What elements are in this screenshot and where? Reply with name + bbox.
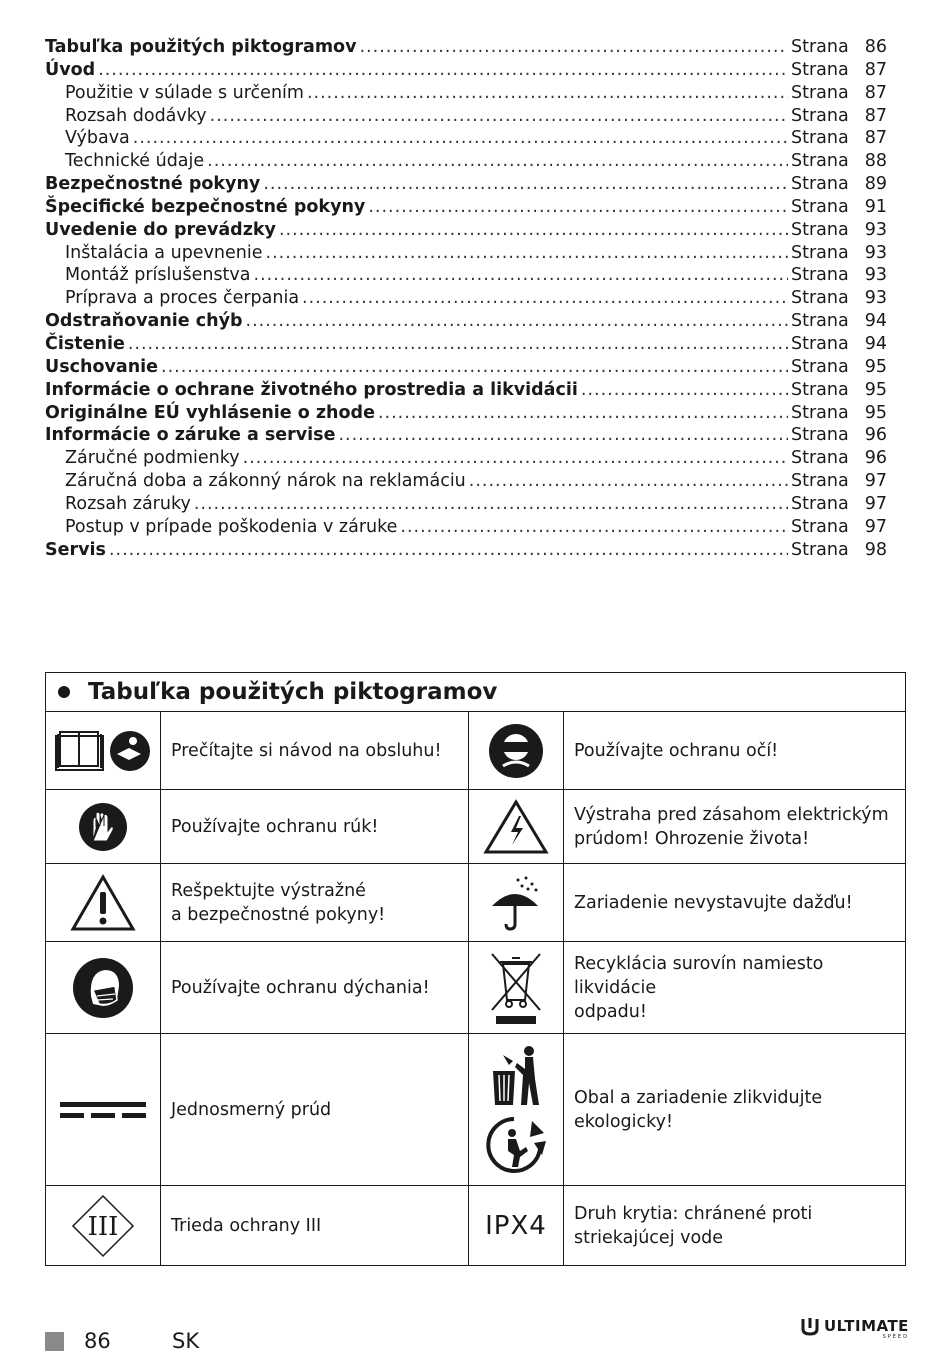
toc-title: Rozsah dodávky [65,105,207,126]
toc-page-label: Strana [791,82,849,103]
pictogram-row [46,942,905,1034]
brand-mark-icon [800,1316,820,1336]
pictogram-text: Trieda ochrany III [171,1215,322,1236]
protection-class-iii-icon [46,1186,161,1265]
toc-title: Tabuľka použitých piktogramov [45,37,357,57]
toc-entry [45,379,887,402]
toc-page-number: 87 [864,82,887,103]
toc-page-label: Strana [791,539,849,560]
toc-leader-dots [109,539,788,562]
toc-leader-dots [359,36,788,59]
direct-current-icon [46,1034,161,1185]
toc-page-number: 86 [864,37,887,57]
toc-entry [45,105,887,128]
toc-leader-dots [133,127,788,150]
toc-page-number: 93 [864,288,887,309]
toc-entry [45,173,887,196]
toc-entry [45,287,887,310]
toc-page-number: 88 [864,151,887,172]
pictogram-text: Rešpektujte výstražné a bezpečnostné pokyny! [171,880,386,925]
pictogram-text: Výstraha pred zásahom elektrickým prúdom! Ohrozenie života! [574,804,889,849]
toc-page-label: Strana [791,471,849,492]
toc-leader-dots [207,150,788,173]
toc-leader-dots [246,310,788,333]
toc-leader-dots [210,105,788,128]
toc-entry [45,539,887,562]
toc-leader-dots [243,447,788,470]
toc-page-label: Strana [791,333,849,354]
pictogram-heading-text: Tabuľka použitých piktogramov [88,679,498,705]
crossed-bin-icon [468,942,564,1033]
toc-page-number: 95 [864,356,887,377]
toc-page-label: Strana [791,356,849,377]
toc-page-label: Strana [791,105,849,126]
toc-leader-dots [161,356,788,379]
toc-page-number: 93 [864,265,887,286]
brand-subname: SPEED [882,1334,909,1340]
toc-leader-dots [279,219,788,242]
electric-shock-warning-icon [468,790,564,863]
toc-title: Špecifické bezpečnostné pokyny [45,196,366,217]
toc-page-label: Strana [791,402,849,423]
toc-page-label: Strana [791,265,849,286]
toc-page-number: 97 [864,516,887,537]
table-of-contents [45,36,887,561]
bullet-icon [58,686,70,698]
toc-page-number: 87 [864,128,887,149]
toc-leader-dots [307,82,788,105]
toc-entry [45,36,887,59]
ipx4-rating [468,1186,564,1265]
hand-protection-icon [46,790,161,863]
warning-triangle-icon [46,864,161,941]
toc-leader-dots [469,470,788,493]
toc-page-number: 91 [864,196,887,217]
manual-book-icon [46,712,161,789]
toc-page-number: 94 [864,333,887,354]
toc-entry [45,219,887,242]
toc-page-number: 87 [864,105,887,126]
pictogram-text: Obal a zariadenie zlikvidujte ekologicky! [574,1087,823,1132]
toc-title: Originálne EÚ vyhlásenie o zhode [45,402,375,423]
toc-title: Bezpečnostné pokyny [45,174,261,195]
toc-page-number: 96 [864,448,887,469]
toc-page-label: Strana [791,425,849,446]
toc-entry [45,493,887,516]
toc-page-number: 98 [864,539,887,560]
toc-leader-dots [194,493,788,516]
pictogram-text: Zariadenie nevystavujte dažďu! [574,892,853,913]
toc-entry [45,82,887,105]
toc-title: Technické údaje [65,151,205,172]
toc-page-number: 95 [864,402,887,423]
toc-page-label: Strana [791,448,849,469]
toc-entry [45,516,887,539]
pictogram-text: Používajte ochranu očí! [574,740,779,761]
toc-entry [45,333,887,356]
toc-title: Postup v prípade poškodenia v záruke [65,516,398,537]
eye-protection-icon [468,712,564,789]
toc-title: Informácie o ochrane životného prostredia a likvidácii [45,379,578,400]
toc-title: Montáž príslušenstva [65,265,251,286]
pictogram-text: Recyklácia surovín namiesto likvidácie odpadu! [574,953,824,1022]
toc-entry [45,424,887,447]
toc-leader-dots [128,333,788,356]
toc-title: Informácie o záruke a servise [45,425,336,446]
pictogram-table [45,672,906,1266]
pictogram-text: Jednosmerný prúd [171,1099,332,1120]
litter-bin-icon [489,1045,543,1107]
toc-entry [45,310,887,333]
toc-entry [45,402,887,425]
recycle-person-icon [484,1115,548,1175]
toc-title: Odstraňovanie chýb [45,311,243,332]
brand-name: ULTIMATE [824,1317,909,1335]
toc-title: Uschovanie [45,356,159,377]
footer-language: SK [172,1329,200,1353]
umbrella-rain-icon [468,864,564,941]
pictogram-text: Druh krytia: chránené proti striekajúcej vode [574,1203,813,1248]
pictogram-row [46,1034,905,1186]
toc-title: Záručné podmienky [65,448,240,469]
toc-page-label: Strana [791,516,849,537]
brand-logo [800,1316,909,1340]
toc-entry [45,447,887,470]
toc-entry [45,356,887,379]
footer-page-number: 86 [84,1329,111,1353]
pictogram-text: Používajte ochranu dýchania! [171,977,430,998]
toc-leader-dots [581,379,788,402]
toc-page-label: Strana [791,311,849,332]
toc-entry [45,127,887,150]
dispose-recycle-icon [468,1034,564,1185]
toc-page-number: 94 [864,311,887,332]
toc-leader-dots [378,402,788,425]
toc-leader-dots [338,424,788,447]
toc-entry [45,59,887,82]
pictogram-table-heading [46,673,905,712]
toc-page-label: Strana [791,196,849,217]
toc-page-label: Strana [791,242,849,263]
pictogram-text: Používajte ochranu rúk! [171,816,379,837]
toc-leader-dots [254,264,788,287]
pictogram-row [46,864,905,942]
pictogram-text: Prečítajte si návod na obsluhu! [171,740,442,761]
footer-marker [45,1332,64,1351]
toc-title: Použitie v súlade s určením [65,82,304,103]
toc-leader-dots [302,287,788,310]
pictogram-row [46,790,905,864]
toc-title: Príprava a proces čerpania [65,288,300,309]
toc-entry [45,242,887,265]
toc-title: Čistenie [45,333,125,354]
pictogram-row [46,1186,905,1265]
toc-page-number: 87 [864,59,887,80]
toc-page-label: Strana [791,128,849,149]
toc-page-number: 97 [864,471,887,492]
class-iii-symbol: III [87,1211,119,1242]
toc-entry [45,196,887,219]
toc-leader-dots [368,196,788,219]
toc-page-label: Strana [791,151,849,172]
toc-title: Rozsah záruky [65,493,191,514]
toc-page-label: Strana [791,219,849,240]
toc-title: Inštalácia a upevnenie [65,242,263,263]
toc-page-number: 95 [864,379,887,400]
toc-page-number: 89 [864,174,887,195]
toc-leader-dots [98,59,788,82]
toc-entry [45,150,887,173]
toc-leader-dots [400,516,788,539]
toc-page-label: Strana [791,37,849,57]
toc-page-label: Strana [791,493,849,514]
toc-leader-dots [266,242,789,265]
toc-leader-dots [263,173,788,196]
toc-page-label: Strana [791,379,849,400]
respiratory-protection-icon [46,942,161,1033]
toc-entry [45,264,887,287]
toc-title: Servis [45,539,106,560]
toc-page-number: 96 [864,425,887,446]
toc-page-label: Strana [791,59,849,80]
toc-title: Úvod [45,59,96,80]
toc-entry [45,470,887,493]
ipx4-label: IPX4 [485,1210,547,1241]
toc-page-number: 97 [864,493,887,514]
toc-title: Výbava [65,128,130,149]
toc-page-number: 93 [864,219,887,240]
toc-page-number: 93 [864,242,887,263]
toc-page-label: Strana [791,174,849,195]
toc-title: Uvedenie do prevádzky [45,219,276,240]
toc-page-label: Strana [791,288,849,309]
pictogram-row [46,712,905,790]
toc-title: Záručná doba a zákonný nárok na reklamáciu [65,471,466,492]
